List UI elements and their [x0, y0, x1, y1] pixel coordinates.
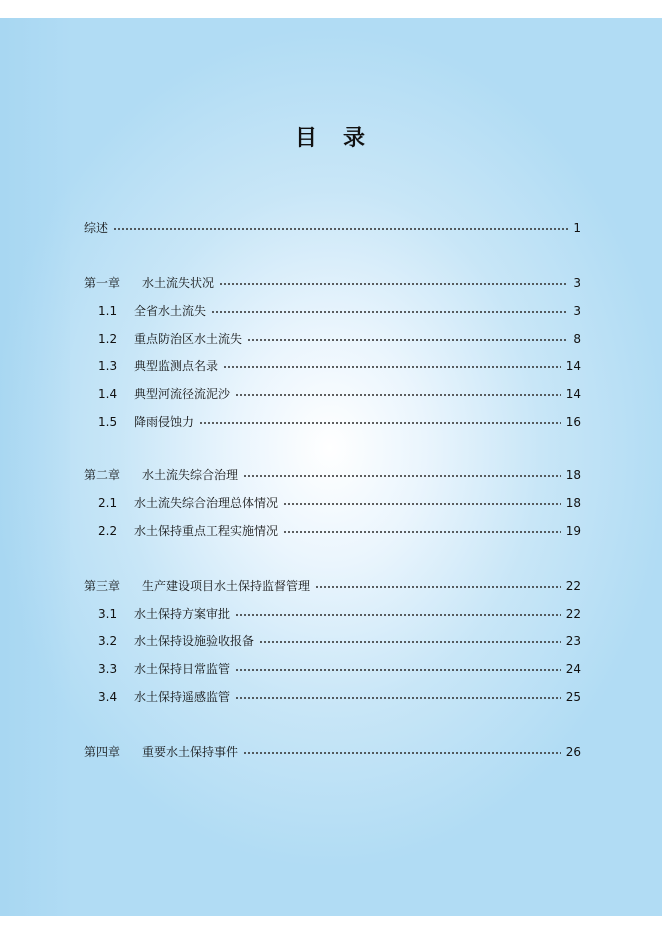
toc-entry-chapter-3[interactable]	[84, 578, 581, 594]
toc-entry-3-4[interactable]	[84, 689, 581, 705]
toc-entry-2-2[interactable]	[84, 523, 581, 539]
toc-entry-number: 第三章	[84, 579, 121, 593]
toc-entry-label: 水土保持日常监管	[134, 662, 231, 676]
toc-entry-page: 1	[573, 221, 581, 235]
dot-leader	[243, 475, 561, 477]
toc-entry-label: 生产建设项目水土保持监督管理	[142, 579, 311, 593]
toc-entry-page: 14	[565, 359, 581, 373]
toc-entry-page: 14	[565, 387, 581, 401]
dot-leader	[259, 641, 561, 643]
toc-entry-page: 25	[565, 690, 581, 704]
dot-leader	[199, 422, 561, 424]
toc-entry-number: 3.4	[98, 690, 118, 704]
toc-entry-page: 16	[565, 415, 581, 429]
toc-entry-3-3[interactable]	[84, 661, 581, 677]
toc-entry-number: 第一章	[84, 276, 121, 290]
toc-entry-label: 水土保持设施验收报备	[134, 634, 255, 648]
toc-entry-number: 1.2	[98, 332, 118, 346]
toc-entry-number: 第二章	[84, 468, 121, 482]
toc-entry-label: 水土保持重点工程实施情况	[134, 524, 279, 538]
toc-entry-page: 18	[565, 468, 581, 482]
dot-leader	[235, 394, 561, 396]
dot-leader	[243, 752, 561, 754]
toc-entry-number: 1.3	[98, 359, 118, 373]
toc-entry-page: 26	[565, 745, 581, 759]
dot-leader	[223, 366, 561, 368]
dot-leader	[283, 531, 561, 533]
toc-entry-1-4[interactable]	[84, 386, 581, 402]
toc-entry-3-2[interactable]	[84, 633, 581, 649]
toc-entry-1-3[interactable]	[84, 358, 581, 374]
toc-entry-3-1[interactable]	[84, 606, 581, 622]
toc-entry-number: 1.1	[98, 304, 118, 318]
toc-entry-1-1[interactable]	[84, 303, 581, 319]
toc-entry-number: 1.5	[98, 415, 118, 429]
toc-entry-label: 水土流失综合治理	[142, 468, 239, 482]
toc-entry-chapter-2[interactable]	[84, 467, 581, 483]
toc-page	[0, 18, 662, 916]
dot-leader	[113, 228, 568, 230]
toc-entry-number: 3.1	[98, 607, 118, 621]
toc-entry-page: 22	[565, 579, 581, 593]
toc-entry-page: 18	[565, 496, 581, 510]
dot-leader	[235, 614, 561, 616]
toc-entry-label: 水土保持方案审批	[134, 607, 231, 621]
toc-entry-label: 水土保持遥感监管	[134, 690, 231, 704]
toc-entry-label: 降雨侵蚀力	[134, 415, 195, 429]
toc-entry-page: 8	[573, 332, 581, 346]
toc-entry-number: 2.2	[98, 524, 118, 538]
toc-entry-label: 典型监测点名录	[134, 359, 219, 373]
dot-leader	[283, 503, 561, 505]
toc-entry-1-2[interactable]	[84, 331, 581, 347]
page-title: 目 录	[294, 126, 367, 151]
toc-entry-label: 水土流失状况	[142, 276, 215, 290]
toc-entry-chapter-4[interactable]	[84, 744, 581, 760]
dot-leader	[315, 586, 561, 588]
toc-entry-number: 第四章	[84, 745, 121, 759]
toc-entry-page: 24	[565, 662, 581, 676]
toc-entry-1-5[interactable]	[84, 414, 581, 430]
toc-entry-number: 1.4	[98, 387, 118, 401]
toc-entry-label: 综述	[84, 221, 109, 235]
toc-entry-chapter-1[interactable]	[84, 275, 581, 291]
dot-leader	[219, 283, 568, 285]
toc-entry-page: 3	[573, 276, 581, 290]
dot-leader	[235, 697, 561, 699]
toc-entry-number: 2.1	[98, 496, 118, 510]
toc-entry-page: 22	[565, 607, 581, 621]
toc-entry-label: 全省水土流失	[134, 304, 207, 318]
toc-entry-label: 重点防治区水土流失	[134, 332, 243, 346]
dot-leader	[235, 669, 561, 671]
toc-entry-number: 3.2	[98, 634, 118, 648]
toc-entry-page: 3	[573, 304, 581, 318]
toc-entry-page: 19	[565, 524, 581, 538]
dot-leader	[211, 311, 568, 313]
dot-leader	[247, 339, 568, 341]
toc-entry-label: 水土流失综合治理总体情况	[134, 496, 279, 510]
toc-entry-number: 3.3	[98, 662, 118, 676]
toc-entry-label: 典型河流径流泥沙	[134, 387, 231, 401]
toc-entry-label: 重要水土保持事件	[142, 745, 239, 759]
toc-entry-page: 23	[565, 634, 581, 648]
page-side-band	[0, 18, 70, 916]
toc-entry-overview[interactable]	[84, 220, 581, 236]
toc-entry-2-1[interactable]	[84, 495, 581, 511]
